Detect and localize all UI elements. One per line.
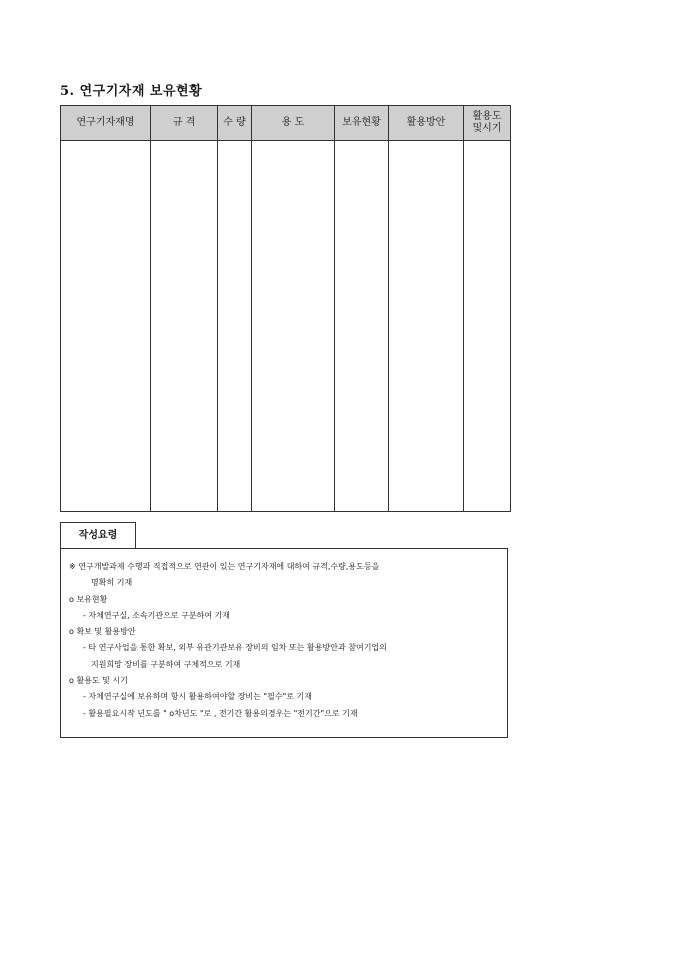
equipment-table [60,105,511,512]
cell-quantity[interactable] [218,141,252,512]
cell-usage-timing[interactable] [464,141,511,512]
guide-line: - 자체연구실에 보유하며 항시 활용하여야할 장비는 "필수"로 기재 [83,692,312,702]
cell-spec[interactable] [151,141,218,512]
guide-line: - 활용필요시작 년도를 " o차년도 "로 , 전기간 활용의경우는 "전기간"으로 기재 [83,708,358,718]
cell-usage-plan[interactable] [389,141,464,512]
header-purpose: 용 도 [252,106,335,141]
guide-line: ※ 연구개발과제 수행과 직접적으로 연관이 있는 연구기자재에 대하여 규격,수량,용도등을 [69,562,380,571]
guide-line: o 확보 및 활용방안 [69,627,136,637]
header-holding-status: 보유현황 [335,106,389,141]
cell-holding-status[interactable] [335,141,389,512]
table-row [61,141,511,512]
header-equipment-name: 연구기자재명 [61,106,151,141]
guide-line: - 타 연구사업을 통한 확보, 외부 유관기관보유 장비의 임차 또는 활용방안과 참여기업의 [83,643,387,653]
header-usage-plan: 활용방안 [389,106,464,141]
guide-line: 지원희망 장비를 구분하여 구체적으로 기재 [91,659,241,669]
cell-purpose[interactable] [252,141,335,512]
header-quantity: 수 량 [218,106,252,141]
guide-line: o 활용도 및 시기 [69,676,128,686]
header-usage-timing: 활용도 및시기 [464,106,511,141]
section-title: 5. 연구기자재 보유현황 [60,84,203,99]
header-spec: 규 격 [151,106,218,141]
guide-box [60,548,508,738]
guide-tab: 작성요령 [60,522,136,548]
table-header-row [61,106,511,141]
guide-line: - 자체연구실, 소속기관으로 구분하여 기재 [83,610,230,620]
guide-line: 명확히 기재 [91,578,133,588]
cell-equipment-name[interactable] [61,141,151,512]
guide-line: o 보유현황 [69,594,108,604]
